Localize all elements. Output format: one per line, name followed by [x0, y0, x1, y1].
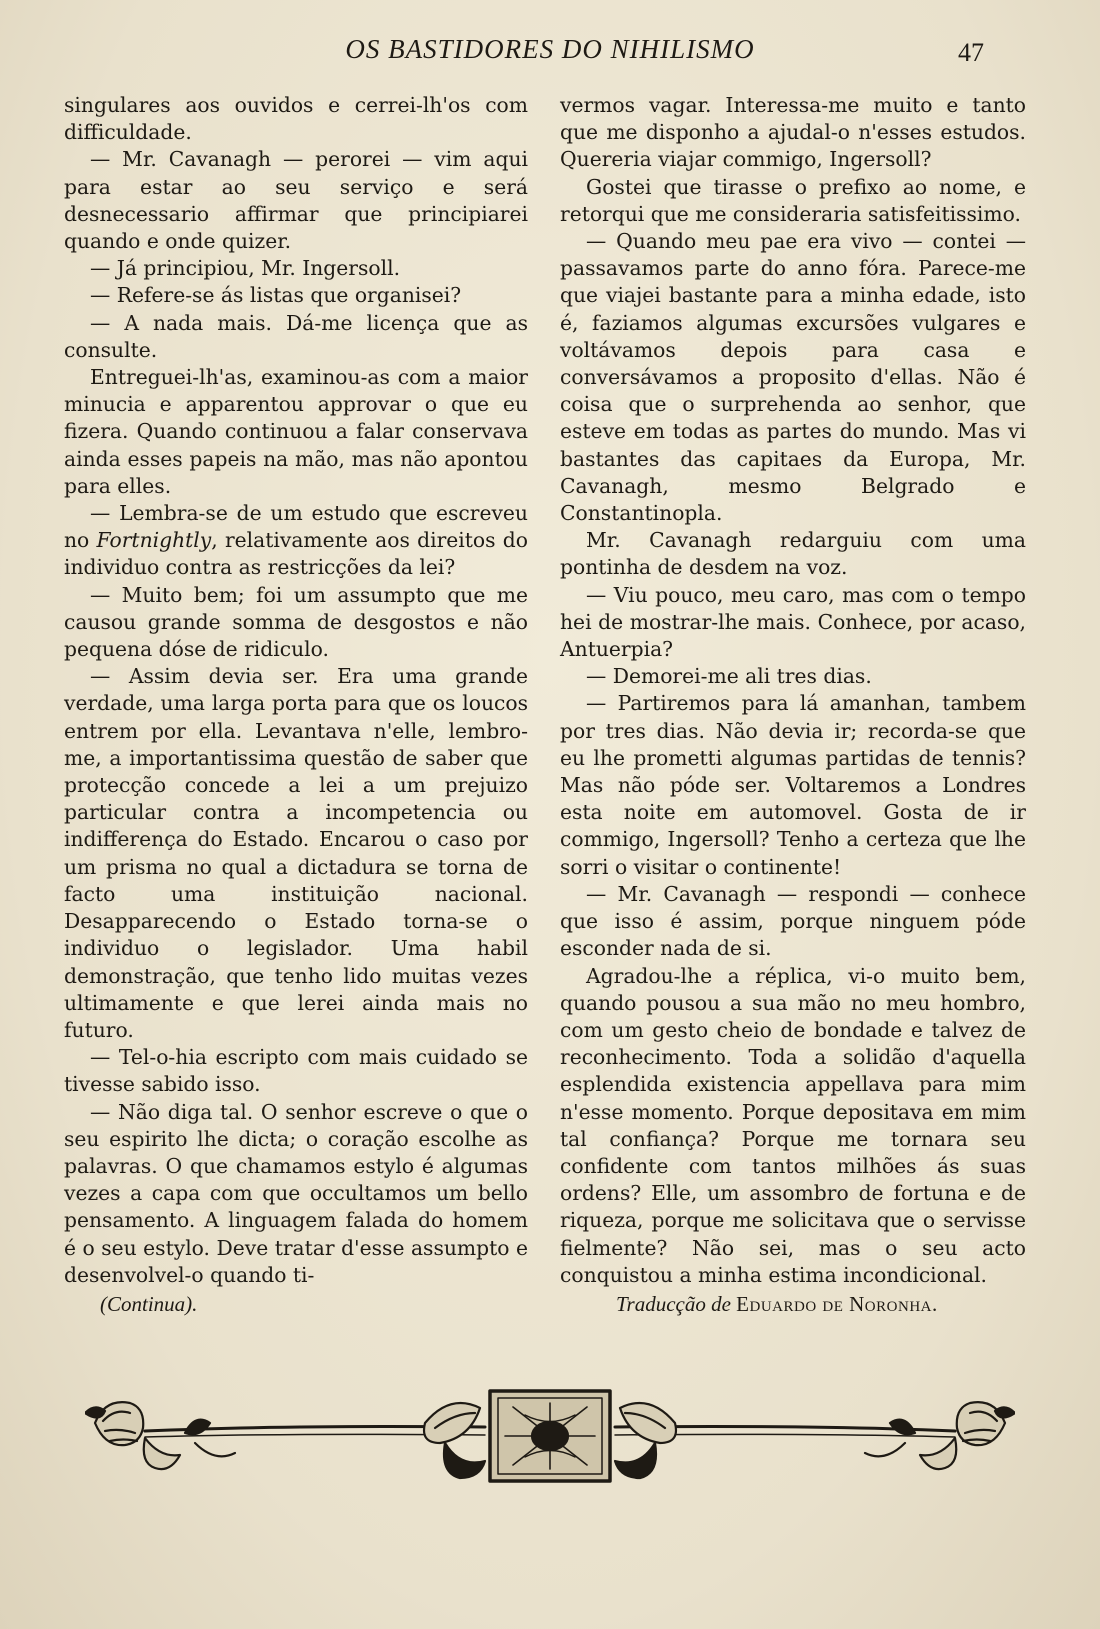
paragraph: Agradou-lhe a réplica, vi-o muito bem, quando pousou a sua mão no meu hombro, com um gesto cheio de bondade e talvez de reconhecimento. Toda a solidão d'aquella esplendida existencia appellava para mim n'esse momento. Porque depositava em mim tal confiança? Porque me tornara seu confidente com tantos milhões ás suas ordens? Elle, um assombro de fortuna e de riqueza, porque me solicitava que o servisse fielmente? Não sei, mas o seu acto conquistou a minha estima incondicional. [560, 963, 1026, 1287]
translator-name: Eduardo de Noronha. [736, 1292, 938, 1316]
paragraph: — Tel-o-hia escripto com mais cuidado se tivesse sabido isso. [64, 1045, 528, 1097]
paragraph-text: , relativamente aos direitos do individuo contra as restricções da lei? [64, 528, 528, 580]
paragraph: singulares aos ouvidos e cerrei-lh'os com difficuldade. [64, 93, 528, 145]
continued-note: (Continua). [100, 1292, 198, 1316]
right-column [560, 92, 1026, 1289]
paragraph: Mr. Cavanagh redarguiu com uma pontinha de desdem na voz. [560, 528, 1026, 580]
paragraph: Entreguei-lh'as, examinou-as com a maior minucia e apparentou approvar o que eu fizera. Quando continuou a falar conservava ainda esses papeis na mão, mas não apontou para elles. [64, 365, 528, 498]
translator-credit [616, 1292, 938, 1317]
paragraph: — Demorei-me ali tres dias. [586, 664, 872, 689]
paragraph [64, 500, 528, 582]
paragraph: — Mr. Cavanagh — respondi — conhece que isso é assim, porque ninguem póde esconder nada de si. [560, 881, 1026, 961]
page-number: 47 [958, 38, 984, 67]
paragraph: — Quando meu pae era vivo — contei — passavamos parte do anno fóra. Parece-me que viajei bastante para a minha edade, isto é, faziamos algumas excursões vulgares e voltávamos depois para casa e conversávamos a proposito d'ellas. Não é coisa que o surprehenda ao senhor, que esteve em todas as partes do mundo. Mas vi bastantes das capitaes da Europa, Mr. Cavanagh, mesmo Belgrado e Constantinopla. [560, 229, 1026, 526]
paragraph: — A nada mais. Dá-me licença que as consulte. [64, 310, 528, 362]
paragraph: — Partiremos para lá amanhan, tambem por tres dias. Não devia ir; recorda-se que eu lhe prometti algumas partidas de tennis? Mas não póde ser. Voltaremos a Londres esta noite em automovel. Gosta de ir commigo, Ingersoll? Tenho a certeza que lhe sorri o visitar o continente! [560, 691, 1026, 879]
floral-tailpiece-ornament [85, 1383, 1015, 1488]
paragraph-text: — Lembra-se de um estudo que escreveu no [64, 501, 528, 553]
running-title: OS BASTIDORES DO NIHILISMO [345, 34, 755, 64]
periodical-title: Fortnightly [96, 528, 212, 553]
credit-prefix: Traducção de [616, 1292, 731, 1316]
paragraph: — Muito bem; foi um assumpto que me causou grande somma de desgostos e não pequena dóse de ridiculo. [64, 582, 528, 662]
paragraph: — Assim devia ser. Era uma grande verdade, uma larga porta para que os loucos entrem por ella. Levantava n'elle, lembro-me, a importantissima questão de saber que protecção concede a lei a um prejuizo particular contra a incompetencia ou indifferença do Estado. Encarou o caso por um prisma no qual a dictadura se torna de facto uma instituição nacional. Desapparecendo o Estado torna-se o individuo o legislador. Uma habil demonstração, que tenho lido muitas vezes ultimamente e que lerei ainda mais no futuro. [64, 664, 528, 1042]
left-column [64, 92, 528, 1289]
paragraph: — Já principiou, Mr. Ingersoll. [90, 256, 401, 281]
paragraph: — Não diga tal. O senhor escreve o que o seu espirito lhe dicta; o coração escolhe as palavras. O que chamamos estylo é algumas vezes a capa com que occultamos um bello pensamento. A linguagem falada do homem é o seu estylo. Deve tratar d'esse assumpto e desenvolvel-o quando ti- [64, 1099, 528, 1287]
paragraph: — Mr. Cavanagh — perorei — vim aqui para estar ao seu serviço e será desnecessario affirmar que principiarei quando e onde quizer. [64, 147, 528, 254]
paragraph: vermos vagar. Interessa-me muito e tanto que me disponho a ajudal-o n'esses estudos. Quereria viajar commigo, Ingersoll? [560, 93, 1026, 172]
paragraph: — Refere-se ás listas que organisei? [90, 283, 462, 308]
paragraph: — Viu pouco, meu caro, mas com o tempo hei de mostrar-lhe mais. Conhece, por acaso, Antuerpia? [560, 582, 1026, 662]
paragraph: Gostei que tirasse o prefixo ao nome, e retorqui que me consideraria satisfeitissimo. [560, 174, 1026, 226]
